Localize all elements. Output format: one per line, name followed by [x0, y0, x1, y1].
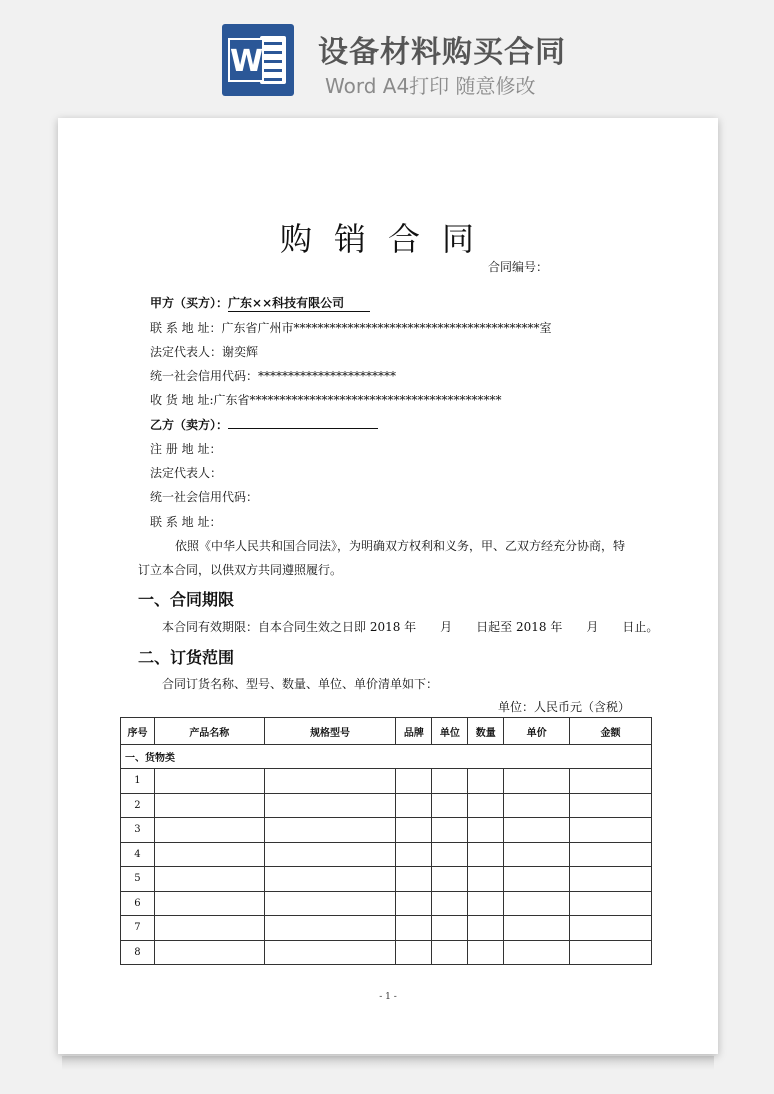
banner-title: 设备材料购买合同: [318, 35, 566, 70]
amount-cell[interactable]: [570, 842, 652, 867]
amount-cell[interactable]: [570, 769, 652, 794]
price-cell[interactable]: [504, 793, 570, 818]
party-a-line: [150, 294, 370, 312]
spec-cell[interactable]: [264, 818, 396, 843]
table-row: [121, 793, 652, 818]
order-items-table: [120, 717, 652, 965]
brand-cell[interactable]: [396, 818, 432, 843]
brand-cell[interactable]: [396, 867, 432, 892]
table-row: [121, 842, 652, 867]
table-header-row: [121, 718, 652, 745]
product-name-cell[interactable]: [154, 793, 264, 818]
row-number: 3: [121, 818, 155, 843]
quantity-cell[interactable]: [468, 867, 504, 892]
party-a-address: 联 系 地 址：广东省广州市*****************************************室: [150, 321, 552, 335]
party-a-label: 甲方（买方）：: [150, 296, 229, 310]
brand-cell[interactable]: [396, 769, 432, 794]
party-a-name: 广东××科技有限公司: [228, 294, 370, 312]
page-shadow: [62, 1056, 714, 1070]
price-cell[interactable]: [504, 891, 570, 916]
party-a-legal-rep: 法定代表人：谢奕辉: [150, 345, 259, 359]
column-header: 数量: [468, 718, 504, 745]
quantity-cell[interactable]: [468, 891, 504, 916]
party-a-delivery-address: 收 货 地 址:广东省******************************************: [150, 393, 502, 407]
banner-header: [0, 0, 774, 110]
table-row: [121, 940, 652, 965]
category-row: [121, 745, 652, 769]
party-b-contact-address: 联 系 地 址：: [150, 515, 222, 529]
table-row: [121, 818, 652, 843]
intro-paragraph-line-1: 依照《中华人民共和国合同法》，为明确双方权利和义务，甲、乙双方经充分协商，特: [175, 539, 626, 553]
table-row: [121, 867, 652, 892]
column-header: 单位: [432, 718, 468, 745]
product-name-cell[interactable]: [154, 867, 264, 892]
unit-note: 单位：人民币元（含税）: [498, 700, 631, 714]
column-header: 序号: [121, 718, 155, 745]
brand-cell[interactable]: [396, 916, 432, 941]
column-header: 金额: [570, 718, 652, 745]
document-page: [58, 118, 718, 1054]
row-number: 6: [121, 891, 155, 916]
unit-cell[interactable]: [432, 867, 468, 892]
amount-cell[interactable]: [570, 793, 652, 818]
section-2-heading: 二、订货范围: [138, 648, 235, 667]
spec-cell[interactable]: [264, 891, 396, 916]
amount-cell[interactable]: [570, 916, 652, 941]
spec-cell[interactable]: [264, 793, 396, 818]
party-a-credit-code: 统一社会信用代码：***********************: [150, 369, 397, 383]
quantity-cell[interactable]: [468, 793, 504, 818]
quantity-cell[interactable]: [468, 916, 504, 941]
product-name-cell[interactable]: [154, 891, 264, 916]
brand-cell[interactable]: [396, 891, 432, 916]
column-header: 规格型号: [264, 718, 396, 745]
spec-cell[interactable]: [264, 842, 396, 867]
unit-cell[interactable]: [432, 793, 468, 818]
amount-cell[interactable]: [570, 818, 652, 843]
product-name-cell[interactable]: [154, 842, 264, 867]
unit-cell[interactable]: [432, 842, 468, 867]
word-logo-icon: [222, 24, 294, 96]
amount-cell[interactable]: [570, 867, 652, 892]
party-b-name-blank: [228, 416, 378, 429]
price-cell[interactable]: [504, 842, 570, 867]
table-row: [121, 916, 652, 941]
party-b-reg-address: 注 册 地 址：: [150, 442, 222, 456]
column-header: 品牌: [396, 718, 432, 745]
row-number: 2: [121, 793, 155, 818]
party-b-label: 乙方（卖方）：: [150, 418, 229, 432]
party-b-credit-code: 统一社会信用代码：: [150, 490, 259, 504]
unit-cell[interactable]: [432, 916, 468, 941]
price-cell[interactable]: [504, 818, 570, 843]
product-name-cell[interactable]: [154, 940, 264, 965]
category-cell: 一、货物类: [121, 745, 652, 769]
row-number: 5: [121, 867, 155, 892]
table-row: [121, 891, 652, 916]
unit-cell[interactable]: [432, 769, 468, 794]
brand-cell[interactable]: [396, 940, 432, 965]
price-cell[interactable]: [504, 769, 570, 794]
column-header: 产品名称: [154, 718, 264, 745]
unit-cell[interactable]: [432, 818, 468, 843]
section-1-text: 本合同有效期限：自本合同生效之日即 2018 年 月 日起至 2018 年 月 日止。: [162, 620, 659, 634]
word-logo-letter: W: [228, 38, 264, 82]
table-row: [121, 769, 652, 794]
section-1-heading: 一、合同期限: [138, 590, 235, 609]
price-cell[interactable]: [504, 916, 570, 941]
spec-cell[interactable]: [264, 916, 396, 941]
amount-cell[interactable]: [570, 940, 652, 965]
section-2-text: 合同订货名称、型号、数量、单位、单价清单如下：: [162, 677, 439, 691]
banner-subtitle: Word A4打印 随意修改: [325, 74, 536, 98]
quantity-cell[interactable]: [468, 769, 504, 794]
brand-cell[interactable]: [396, 793, 432, 818]
column-header: 单价: [504, 718, 570, 745]
contract-title: 购销合同: [279, 220, 496, 258]
spec-cell[interactable]: [264, 769, 396, 794]
price-cell[interactable]: [504, 867, 570, 892]
quantity-cell[interactable]: [468, 818, 504, 843]
row-number: 4: [121, 842, 155, 867]
party-b-legal-rep: 法定代表人：: [150, 466, 223, 480]
product-name-cell[interactable]: [154, 818, 264, 843]
party-b-line: [150, 416, 378, 433]
intro-paragraph-line-2: 订立本合同，以供双方共同遵照履行。: [138, 563, 343, 577]
quantity-cell[interactable]: [468, 940, 504, 965]
unit-cell[interactable]: [432, 891, 468, 916]
row-number: 1: [121, 769, 155, 794]
price-cell[interactable]: [504, 940, 570, 965]
quantity-cell[interactable]: [468, 842, 504, 867]
spec-cell[interactable]: [264, 940, 396, 965]
unit-cell[interactable]: [432, 940, 468, 965]
row-number: 7: [121, 916, 155, 941]
row-number: 8: [121, 940, 155, 965]
product-name-cell[interactable]: [154, 769, 264, 794]
brand-cell[interactable]: [396, 842, 432, 867]
spec-cell[interactable]: [264, 867, 396, 892]
amount-cell[interactable]: [570, 891, 652, 916]
contract-number-label: 合同编号：: [488, 260, 549, 274]
product-name-cell[interactable]: [154, 916, 264, 941]
page-number: - 1 -: [379, 992, 397, 1002]
